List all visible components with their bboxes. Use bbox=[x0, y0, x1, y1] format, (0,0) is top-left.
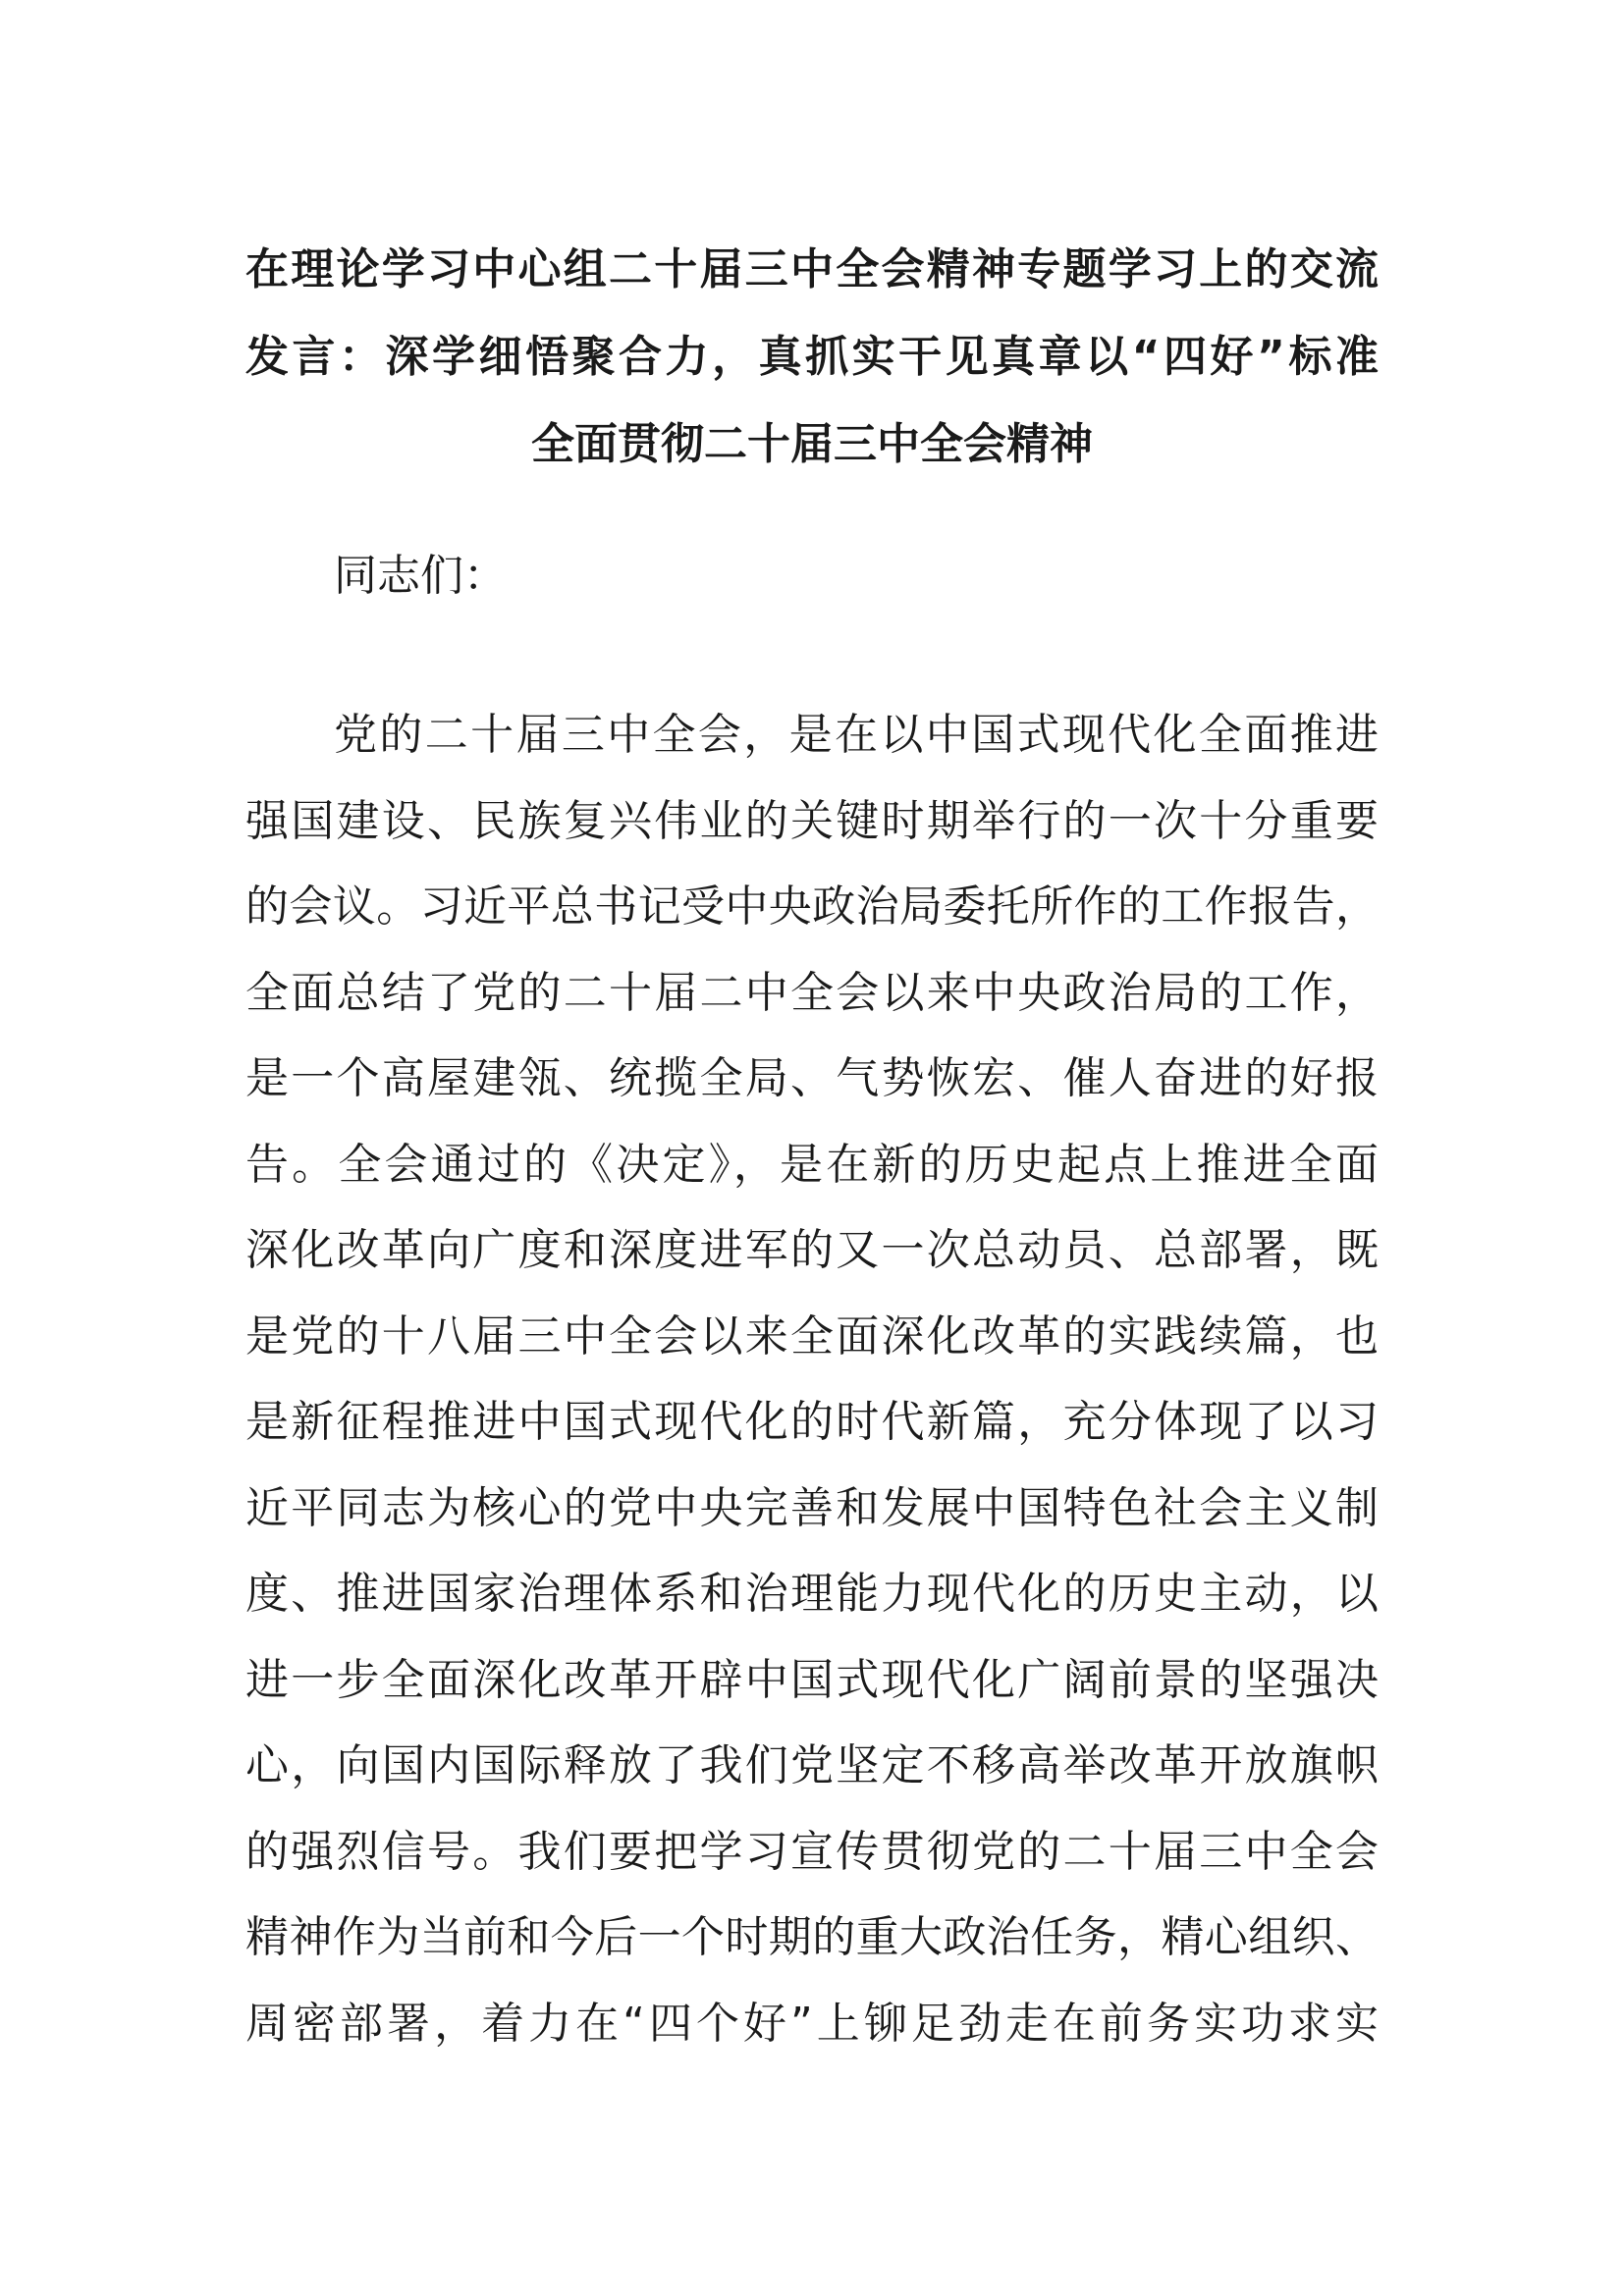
title-line-2: 发言：深学细悟聚合力，真抓实干见真章以“四好”标准 bbox=[245, 332, 1379, 382]
body-line-15: 精神作为当前和今后一个时期的重大政治任务，精心组织、 bbox=[245, 1912, 1379, 1962]
body-line-10: 近平同志为核心的党中央完善和发展中国特色社会主义制 bbox=[245, 1482, 1379, 1533]
body-line-16: 周密部署，着力在“四个好”上铆足劲走在前务实功求实 bbox=[245, 1998, 1379, 2049]
title-line-1: 在理论学习中心组二十届三中全会精神专题学习上的交流 bbox=[245, 244, 1379, 294]
body-line-13: 心，向国内国际释放了我们党坚定不移高举改革开放旗帜 bbox=[245, 1740, 1379, 1790]
body-line-6: 告。全会通过的《决定》，是在新的历史起点上推进全面 bbox=[245, 1139, 1379, 1190]
body-line-8: 是党的十八届三中全会以来全面深化改革的实践续篇，也 bbox=[245, 1310, 1379, 1362]
body-line-14: 的强烈信号。我们要把学习宣传贯彻党的二十届三中全会 bbox=[245, 1826, 1379, 1877]
body-line-2: 强国建设、民族复兴伟业的关键时期举行的一次十分重要 bbox=[245, 795, 1379, 846]
body-line-12: 进一步全面深化改革开辟中国式现代化广阔前景的坚强决 bbox=[245, 1654, 1379, 1705]
body-line-7: 深化改革向广度和深度进军的又一次总动员、总部署，既 bbox=[245, 1225, 1379, 1275]
body-line-4: 全面总结了党的二十届二中全会以来中央政治局的工作， bbox=[245, 967, 1379, 1018]
title-line-3: 全面贯彻二十届三中全会精神 bbox=[531, 419, 1093, 469]
body-line-9: 是新征程推进中国式现代化的时代新篇，充分体现了以习 bbox=[245, 1397, 1379, 1447]
document-title bbox=[245, 226, 1379, 488]
body-paragraph bbox=[245, 692, 1379, 2066]
body-line-1: 党的二十届三中全会，是在以中国式现代化全面推进 bbox=[334, 710, 1379, 760]
body-line-3: 的会议。习近平总书记受中央政治局委托所作的工作报告， bbox=[245, 881, 1379, 932]
salutation: 同志们： bbox=[334, 551, 507, 601]
body-line-5: 是一个高屋建瓴、统揽全局、气势恢宏、催人奋进的好报 bbox=[245, 1053, 1379, 1103]
body-line-11: 度、推进国家治理体系和治理能力现代化的历史主动，以 bbox=[245, 1569, 1379, 1619]
